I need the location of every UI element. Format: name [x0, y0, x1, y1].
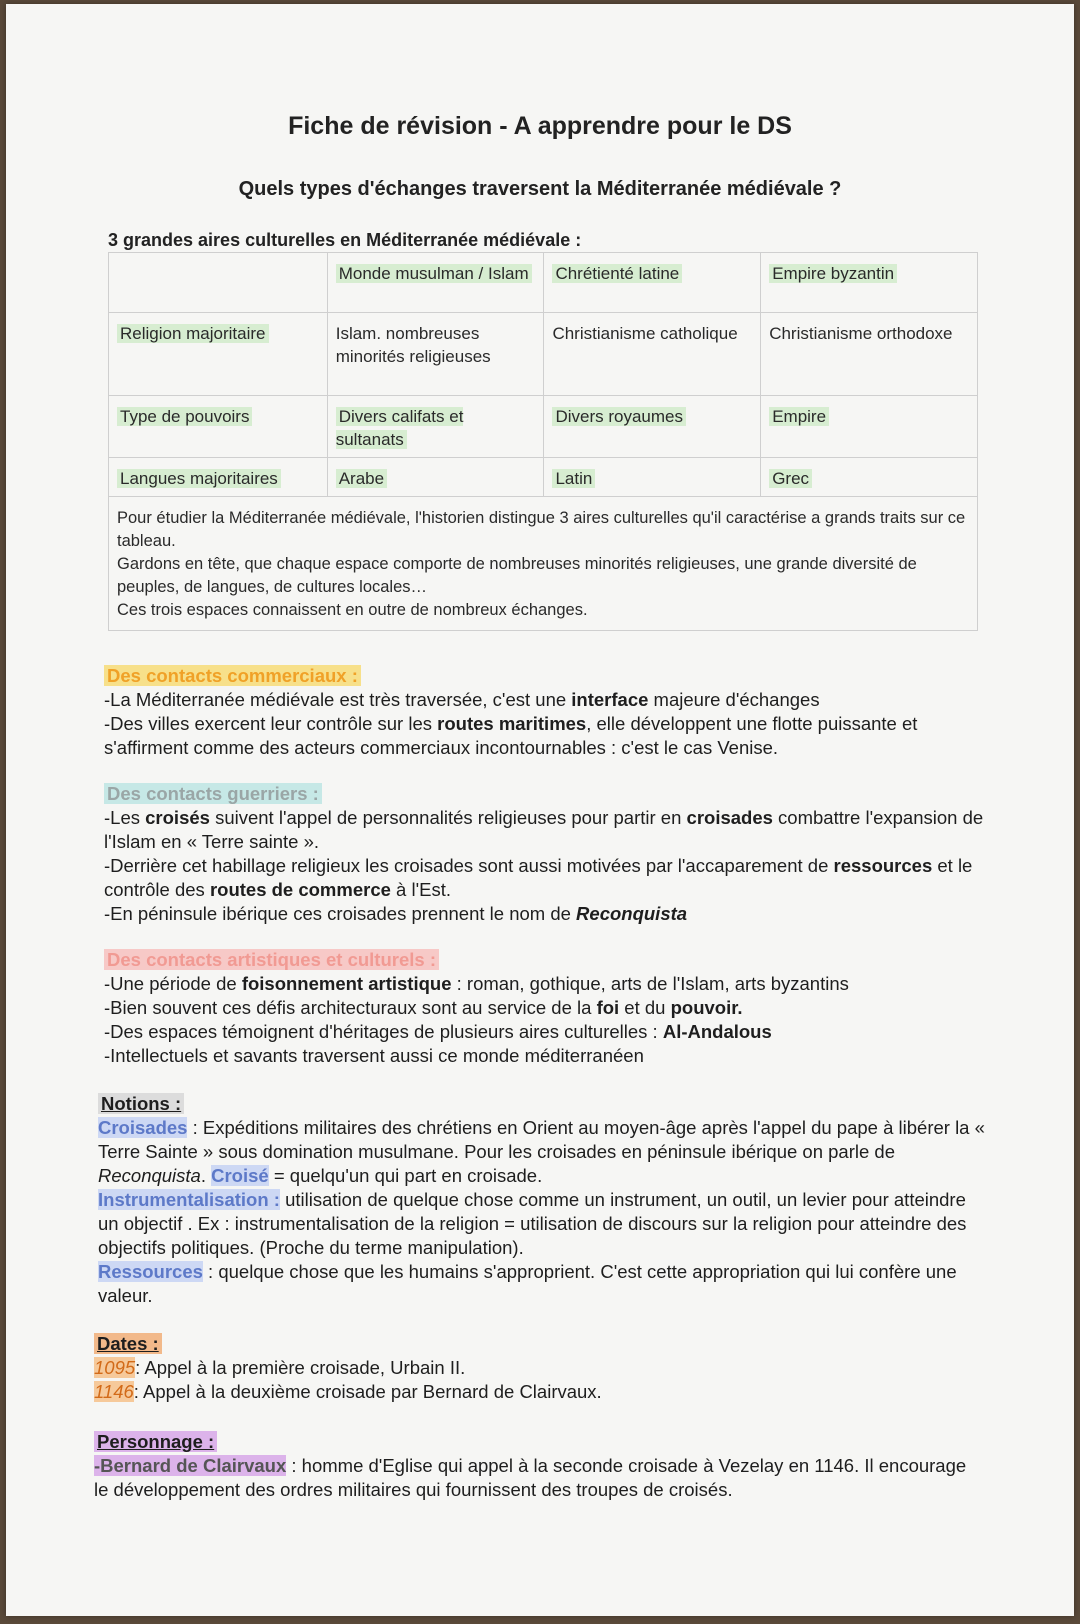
- row-label-cell: [109, 396, 328, 458]
- definition: .: [200, 1165, 212, 1186]
- row-label: Type de pouvoirs: [117, 407, 252, 426]
- row-label: Langues majoritaires: [117, 469, 281, 488]
- header-label: Empire byzantin: [769, 264, 897, 283]
- text: : roman, gothique, arts de l'Islam, arts byzantins: [451, 973, 849, 994]
- text: à l'Est.: [390, 879, 451, 900]
- section-line: [104, 688, 984, 712]
- cell-text: Divers royaumes: [552, 407, 686, 426]
- notion-ressources: [98, 1260, 988, 1308]
- text: -En péninsule ibérique ces croisades prennent le nom de: [104, 903, 577, 924]
- table-note: [109, 497, 978, 631]
- note-line: Ces trois espaces connaissent en outre de nombreux échanges.: [117, 601, 588, 619]
- text: majeure d'échanges: [648, 689, 820, 710]
- table-cell: Christianisme catholique: [544, 313, 761, 396]
- section-line: [104, 902, 984, 926]
- table-cell: [544, 458, 761, 497]
- section-heading: Dates :: [94, 1333, 162, 1354]
- cell-text: Arabe: [336, 469, 387, 488]
- date-item: [94, 1380, 984, 1404]
- text: -Des espaces témoignent d'héritages de plusieurs aires culturelles :: [104, 1021, 663, 1042]
- keyword: croisés: [145, 807, 210, 828]
- text: -Une période de: [104, 973, 242, 994]
- note-line: Pour étudier la Méditerranée médiévale, l'historien distingue 3 aires culturelles qu'il caractérise a grands traits sur ce tableau.: [117, 509, 966, 550]
- text: -Derrière cet habillage religieux les croisades sont aussi motivées par l'accaparement de: [104, 855, 834, 876]
- person-text: : homme d'Eglise qui appel à la seconde croisade à Vezelay en 1146. Il encourage le développement des ordres militaires qui fournissent des troupes de croisés.: [94, 1455, 967, 1500]
- table-row: [109, 313, 978, 396]
- definition: = quelqu'un qui part en croisade.: [268, 1165, 543, 1186]
- section-commercial: [104, 664, 984, 760]
- notion-croisades: [98, 1116, 988, 1188]
- personnage-item: [94, 1454, 984, 1502]
- section-line: [104, 1020, 984, 1044]
- text: combattre l'expansion de l'Islam en « Terre sainte ».: [104, 807, 984, 852]
- table-row: [109, 396, 978, 458]
- text: -Des villes exercent leur contrôle sur les: [104, 713, 438, 734]
- section-artistiques: [104, 948, 984, 1068]
- term: Croisé: [211, 1165, 269, 1186]
- text: et le contrôle des: [104, 855, 973, 900]
- page-subtitle: Quels types d'échanges traversent la Méditerranée médiévale ?: [238, 178, 842, 200]
- section-line: -Intellectuels et savants traversent aussi ce monde méditerranéen: [104, 1045, 644, 1066]
- section-line: [104, 712, 984, 760]
- header-label: Chrétienté latine: [552, 264, 682, 283]
- term: Instrumentalisation :: [98, 1189, 280, 1210]
- section-heading: Des contacts guerriers :: [104, 783, 322, 804]
- text: suivent l'appel de personnalités religieuses pour partir en: [209, 807, 687, 828]
- section-line: [104, 972, 984, 996]
- section-heading: Personnage :: [94, 1431, 217, 1452]
- section-line: [104, 854, 984, 902]
- section-dates: [94, 1332, 984, 1404]
- row-label: Religion majoritaire: [117, 324, 269, 343]
- section-line: [104, 996, 984, 1020]
- text: , elle développent une flotte puissante et s'affirment comme des acteurs commerciaux incontournables : c'est le cas Venise.: [104, 713, 918, 758]
- section-notions: [98, 1092, 988, 1308]
- header-label: Monde musulman / Islam: [336, 264, 532, 283]
- table-cell: [761, 458, 978, 497]
- section-line: [104, 806, 984, 854]
- header-cell: [761, 253, 978, 313]
- keyword: foi: [596, 997, 620, 1018]
- text: -Bien souvent ces défis architecturaux sont au service de la: [104, 997, 597, 1018]
- keyword: ressources: [833, 855, 933, 876]
- text: -La Méditerranée médiévale est très traversée, c'est une: [104, 689, 572, 710]
- date-year: 1095: [94, 1357, 136, 1378]
- table-row: [109, 458, 978, 497]
- date-item: [94, 1356, 984, 1380]
- term: Croisades: [98, 1117, 188, 1138]
- section-heading: Des contacts artistiques et culturels :: [104, 949, 439, 970]
- table-cell: Christianisme orthodoxe: [761, 313, 978, 396]
- cell-text: Latin: [552, 469, 595, 488]
- date-year: 1146: [94, 1381, 134, 1402]
- row-label-cell: [109, 313, 328, 396]
- term: Ressources: [98, 1261, 203, 1282]
- keyword: foisonnement artistique: [241, 973, 452, 994]
- section-heading: Des contacts commerciaux :: [104, 665, 361, 686]
- notion-instrumentalisation: [98, 1188, 988, 1260]
- header-cell-empty: [109, 253, 328, 313]
- keyword: Al-Andalous: [662, 1021, 772, 1042]
- date-text: : Appel à la deuxième croisade par Bernard de Clairvaux.: [133, 1381, 602, 1402]
- cell-text: Empire: [769, 407, 829, 426]
- date-text: : Appel à la première croisade, Urbain II.: [135, 1357, 466, 1378]
- person-name: -Bernard de Clairvaux: [94, 1455, 287, 1476]
- table-intro: 3 grandes aires culturelles en Méditerranée médiévale :: [108, 230, 582, 250]
- page-title: Fiche de révision - A apprendre pour le DS: [288, 112, 792, 140]
- keyword: routes de commerce: [209, 879, 391, 900]
- table-cell: Islam. nombreuses minorités religieuses: [327, 313, 544, 396]
- definition: utilisation de quelque chose comme un instrument, un outil, un levier pour atteindre un objectif . Ex : instrumentalisation de la religion = utilisation de discours sur la religion pour atteindre des objectifs politiques. (Proche du terme manipulation).: [98, 1189, 967, 1258]
- section-heading: Notions :: [98, 1093, 184, 1114]
- text: et du: [619, 997, 671, 1018]
- table-cell: [544, 396, 761, 458]
- text: -Les: [104, 807, 146, 828]
- definition-italic: Reconquista: [98, 1165, 201, 1186]
- header-cell: [327, 253, 544, 313]
- header-cell: [544, 253, 761, 313]
- keyword: Reconquista: [576, 903, 688, 924]
- definition: : Expéditions militaires des chrétiens en Orient au moyen-âge après l'appel du pape à libérer la « Terre Sainte » sous domination musulmane. Pour les croisades en péninsule ibérique on parle de: [98, 1117, 985, 1162]
- cell-text: Grec: [769, 469, 812, 488]
- table-cell: [327, 458, 544, 497]
- keyword: interface: [571, 689, 649, 710]
- section-guerriers: [104, 782, 984, 926]
- row-label-cell: [109, 458, 328, 497]
- cultural-areas-table: [108, 252, 978, 631]
- section-personnage: [94, 1430, 984, 1502]
- table-cell: [761, 396, 978, 458]
- keyword: croisades: [686, 807, 773, 828]
- definition: : quelque chose que les humains s'approprient. C'est cette appropriation qui lui confère une valeur.: [98, 1261, 957, 1306]
- table-header-row: [109, 253, 978, 313]
- cell-text: Divers califats et sultanats: [335, 407, 464, 449]
- table-cell: [327, 396, 544, 458]
- keyword: routes maritimes: [437, 713, 587, 734]
- keyword: pouvoir.: [670, 997, 743, 1018]
- table-note-row: [109, 497, 978, 631]
- note-line: Gardons en tête, que chaque espace comporte de nombreuses minorités religieuses, une grande diversité de peuples, de langues, de cultures locales…: [117, 555, 917, 596]
